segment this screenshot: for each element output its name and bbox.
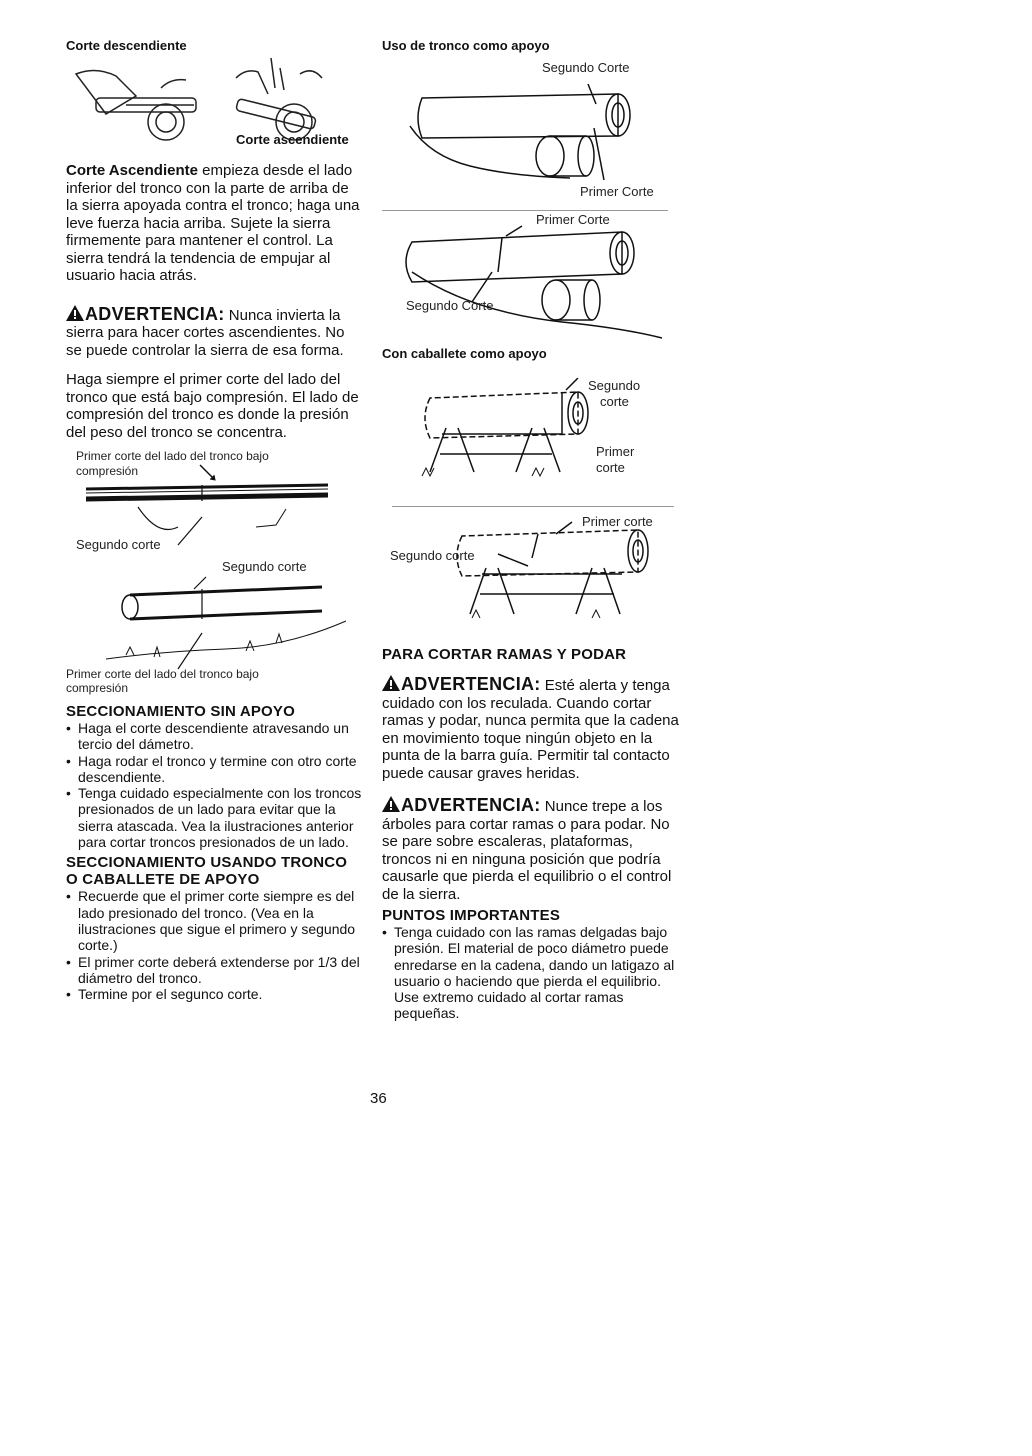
list-item: • Tenga cuidado especialmente con los troncos presionados de un lado para evitar que la sierra atascada. Vea la ilustraciones anterior para cortar troncos presionados de un lado. bbox=[66, 785, 362, 850]
figure-sawhorse-support-1 bbox=[382, 378, 680, 502]
log-on-log-illustration bbox=[382, 38, 680, 200]
figure-sawhorse-support-2 bbox=[382, 514, 680, 644]
figure-4-label-b: Primer Corte bbox=[580, 184, 654, 199]
list-item: • Termine por el segunco corte. bbox=[66, 986, 362, 1002]
intro-paragraph bbox=[66, 162, 362, 285]
warning-3-text: Nunce trepe a los árboles para cortar ramas o para podar. No se pare sobre escaleras, plataformas, troncos ni en ninguna posición que podría causarle que pierda el equilibrio o el control de la sierra. bbox=[382, 798, 672, 903]
figure-log-support-2 bbox=[382, 212, 680, 352]
section-2-title: SECCIONAMIENTO USANDO TRONCO O CABALLETE DE APOYO bbox=[66, 854, 348, 889]
figure-label-downward-cut: Corte descendiente bbox=[66, 38, 187, 53]
section-4-list bbox=[382, 924, 680, 1022]
figure-2-label-bottom: Segundo corte bbox=[76, 537, 161, 552]
figure-compression-cut-2 bbox=[66, 559, 362, 677]
list-item: • Haga rodar el tronco y termine con otro corte descendiente. bbox=[66, 753, 362, 786]
section-1-title: SECCIONAMIENTO SIN APOYO bbox=[66, 703, 295, 720]
warning-2-text: Esté alerta y tenga cuidado con los reculada. Cuando cortar ramas y podar, nunca permita que la cadena en movimiento toque ningún objeto en la punta de la barra guía. Permitir tal contacto puede causar graves heridas. bbox=[382, 677, 679, 782]
figure-compression-cut-1 bbox=[66, 449, 362, 553]
log-on-log-alt-illustration bbox=[382, 212, 680, 352]
warning-1-text: Nunca invierta la sierra para hacer cortes ascendientes. No se puede controlar la sierra de esa forma. bbox=[66, 306, 345, 359]
sawhorse-log-alt-illustration bbox=[382, 514, 680, 644]
figure-4-title: Uso de tronco como apoyo bbox=[382, 38, 550, 53]
figure-label-upward-cut: Corte ascendiente bbox=[236, 132, 349, 147]
list-item: • Tenga cuidado con las ramas delgadas bajo presión. El material de poco diámetro puede enredarse en la cadena, dando un latigazo al usuario o haciendo que pierda el equilibrio. Use extremo cuidado al cortar ramas pequeñas. bbox=[382, 924, 680, 1022]
figure-3-label-top: Segundo corte bbox=[222, 559, 307, 574]
divider bbox=[382, 210, 668, 211]
intro-bold: Corte Ascendiente bbox=[66, 162, 198, 179]
figure-6-label-a1: Segundo bbox=[588, 378, 641, 393]
figure-downward-upward-cut bbox=[66, 38, 362, 150]
figure-6-label-a2: corte bbox=[600, 394, 629, 409]
figure-5-label-b: Segundo Corte bbox=[406, 298, 494, 313]
log-ground-illustration bbox=[66, 559, 362, 677]
section-2-list bbox=[66, 888, 362, 1002]
figure-6-label-b1: Primer bbox=[596, 444, 635, 459]
section-4-title: PUNTOS IMPORTANTES bbox=[382, 907, 561, 924]
divider bbox=[392, 506, 674, 507]
figure-7-label-b: Segundo corte bbox=[390, 548, 475, 563]
intro-text: empieza desde el lado inferior del tronco con la parte de arriba de la sierra apoyada contra el tronco; haga una leve fuerza hacia arriba. Sujete la sierra firmemente para mantener el control. La sierra tendrá la tendencia de empujar al usuario hacia atrás. bbox=[66, 162, 360, 284]
warning-icon bbox=[382, 796, 400, 812]
warning-2-head: ADVERTENCIA: bbox=[401, 674, 541, 694]
section-1-list bbox=[66, 720, 362, 850]
warning-3 bbox=[382, 796, 680, 903]
compression-paragraph: Haga siempre el primer corte del lado del tronco que está bajo compresión. El lado de compresión del tronco es donde la presión del peso del tronco se concentra. bbox=[66, 371, 359, 441]
figure-5-label-a: Primer Corte bbox=[536, 212, 610, 227]
list-item: • Haga el corte descendiente atravesando un tercio del dámetro. bbox=[66, 720, 362, 753]
warning-3-head: ADVERTENCIA: bbox=[401, 795, 541, 815]
list-item: • El primer corte deberá extenderse por 1/3 del diámetro del tronco. bbox=[66, 954, 362, 987]
right-column bbox=[382, 38, 680, 1022]
list-item: • Recuerde que el primer corte siempre es del lado presionado del tronco. (Vea en la ilustraciones que sigue el primero y segundo corte.) bbox=[66, 888, 362, 953]
warning-icon bbox=[66, 305, 84, 321]
figure-7-label-a: Primer corte bbox=[582, 514, 653, 529]
page-number: 36 bbox=[370, 1090, 387, 1107]
section-3-title: PARA CORTAR RAMAS Y PODAR bbox=[382, 646, 627, 663]
figure-6-label-b2: corte bbox=[596, 460, 625, 475]
figure-4-label-a: Segundo Corte bbox=[542, 60, 630, 75]
warning-2 bbox=[382, 675, 680, 782]
warning-icon bbox=[382, 675, 400, 691]
figure-6-title: Con caballete como apoyo bbox=[382, 346, 547, 361]
warning-1-head: ADVERTENCIA: bbox=[85, 303, 225, 324]
sawhorse-log-illustration bbox=[382, 378, 680, 502]
figure-3-label-bottom: Primer corte del lado del tronco bajo compresión bbox=[66, 667, 259, 695]
left-column bbox=[66, 38, 362, 1002]
warning-1 bbox=[66, 305, 362, 360]
figure-2-label-top: Primer corte del lado del tronco bajo compresión bbox=[76, 449, 269, 478]
figure-log-support-1 bbox=[382, 38, 680, 200]
